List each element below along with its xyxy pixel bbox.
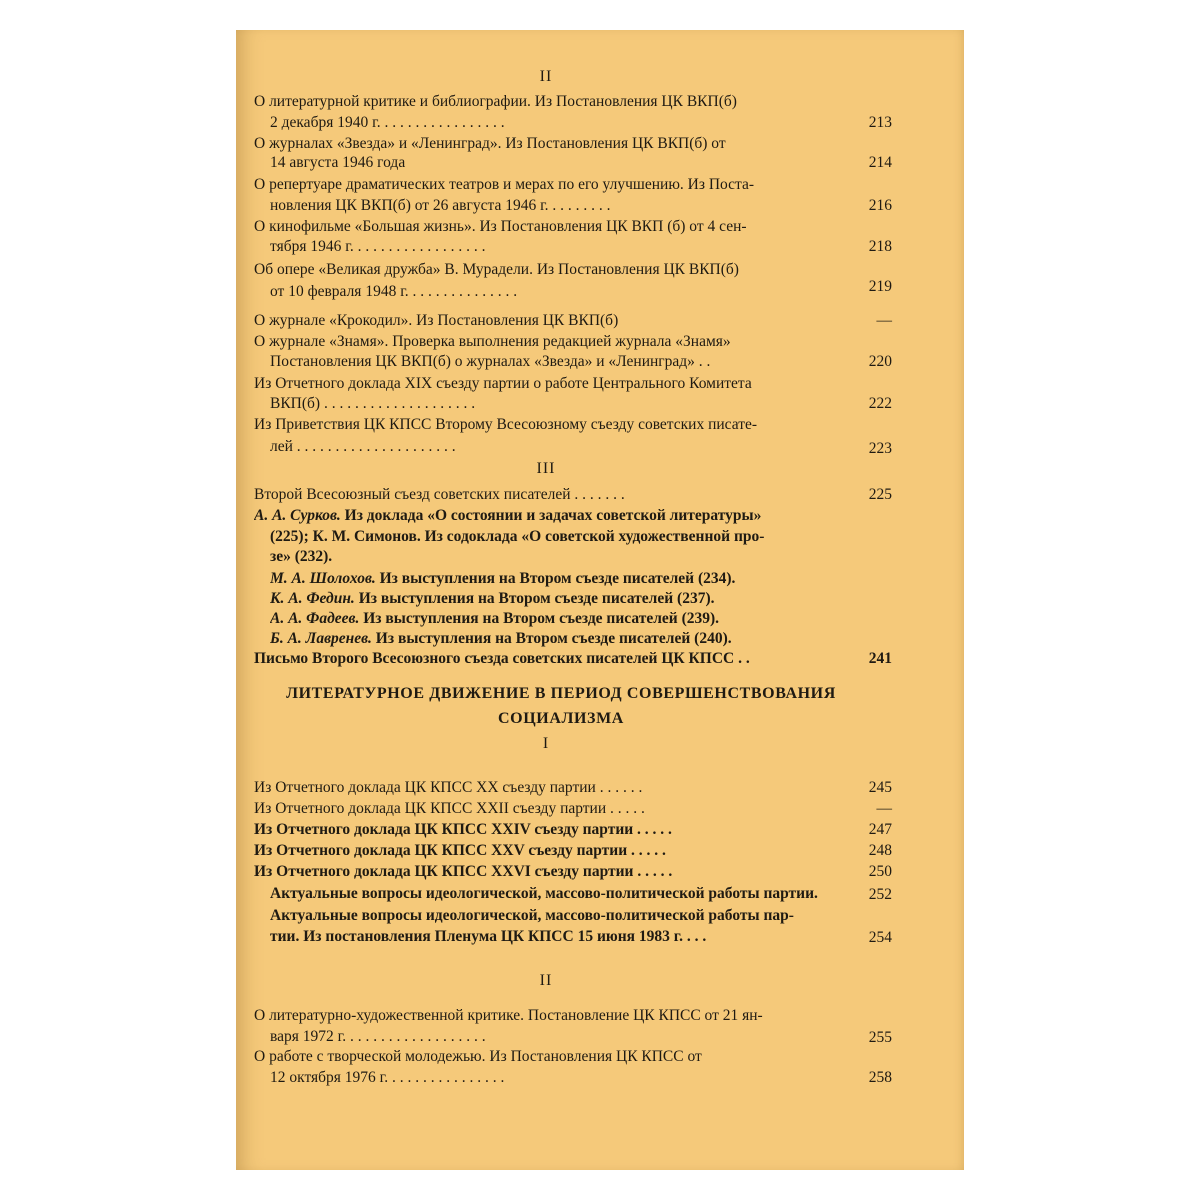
page-number: 219 — [868, 278, 892, 295]
toc-entry-line: Актуальные вопросы идеологической, массово-политической работы партии. — [270, 885, 818, 902]
author-name: А. А. Фадеев. — [270, 610, 360, 627]
page-number: 241 — [868, 650, 892, 667]
toc-entry-line — [270, 609, 834, 629]
author-name: К. А. Федин. — [270, 590, 355, 607]
section-number-i: I — [542, 735, 550, 752]
page-number: 214 — [868, 154, 892, 171]
page-number: 225 — [868, 486, 892, 503]
author-name: Б. А. Лавренев. — [270, 630, 372, 647]
page-number: 223 — [868, 440, 892, 457]
toc-entry-line: новления ЦК ВКП(б) от 26 августа 1946 г. . . . . . . . . — [270, 197, 611, 214]
toc-entry-line: от 10 февраля 1948 г. . . . . . . . . . . . . . . — [270, 283, 518, 300]
toc-entry-line: Актуальные вопросы идеологической, массово-политической работы пар- — [270, 907, 794, 924]
section-number-iii: III — [536, 460, 556, 477]
page-number: 255 — [868, 1029, 892, 1046]
toc-entry-line: тии. Из постановления Пленума ЦК КПСС 15 июня 1983 г. . . . — [270, 928, 707, 945]
entry-title: Из выступления на Втором съезде писателей (234). — [379, 570, 736, 587]
page-number: 247 — [868, 821, 892, 838]
toc-entry-line: Постановления ЦК ВКП(б) о журналах «Звезда» и «Ленинград» . . — [270, 353, 711, 370]
page-number: 213 — [868, 114, 892, 131]
toc-entry-line: О журнале «Крокодил». Из Постановления ЦК ВКП(б) — [254, 312, 619, 329]
toc-entry-line: 2 декабря 1940 г. . . . . . . . . . . . . . . . . — [270, 114, 505, 131]
page-number: 254 — [868, 929, 892, 946]
toc-entry-line: Из Отчетного доклада ЦК КПСС XXII съезду партии . . . . . — [254, 800, 645, 817]
toc-entry-line: Из Отчетного доклада ЦК КПСС XX съезду партии . . . . . . — [254, 779, 643, 796]
toc-entry-line: О литературной критике и библиографии. Из Постановления ЦК ВКП(б) — [254, 93, 737, 110]
toc-entry-line: О литературно-художественной критике. Постановление ЦК КПСС от 21 ян- — [254, 1007, 763, 1024]
toc-entry-line: Об опере «Великая дружба» В. Мурадели. Из Постановления ЦК ВКП(б) — [254, 261, 739, 278]
part-heading-continued: СОЦИАЛИЗМА — [498, 710, 624, 727]
toc-entry-line: О кинофильме «Большая жизнь». Из Постановления ЦК ВКП (б) от 4 сен- — [254, 218, 747, 235]
toc-entry-line: 14 августа 1946 года — [270, 154, 406, 171]
toc-entry-line: О работе с творческой молодежью. Из Постановления ЦК КПСС от — [254, 1048, 702, 1065]
page-number: 248 — [868, 842, 892, 859]
toc-entry-line: Письмо Второго Всесоюзного съезда советских писателей ЦК КПСС . . — [254, 650, 750, 667]
page-number: 250 — [868, 863, 892, 880]
page-number: 258 — [868, 1069, 892, 1086]
toc-entry-line: О журнале «Знамя». Проверка выполнения редакцией журнала «Знамя» — [254, 333, 731, 350]
toc-entry-line: ВКП(б) . . . . . . . . . . . . . . . . . . . . — [270, 395, 476, 412]
toc-entry-line: варя 1972 г. . . . . . . . . . . . . . . . . . . — [270, 1028, 486, 1045]
entry-title: Из доклада «О состоянии и задачах советской литературы» — [344, 507, 762, 524]
section-number-ii: II — [539, 68, 553, 85]
page-number: 218 — [868, 238, 892, 255]
page-number: 220 — [868, 353, 892, 370]
book-page — [236, 30, 964, 1170]
page-number: 216 — [868, 197, 892, 214]
toc-entry-line: Второй Всесоюзный съезд советских писателей . . . . . . . — [254, 486, 625, 503]
entry-title: Из выступления на Втором съезде писателей (239). — [363, 610, 720, 627]
page-number: — — [876, 800, 892, 817]
toc-entry-line — [270, 629, 834, 649]
toc-entry-line: Из Отчетного доклада ЦК КПСС XXIV съезду партии . . . . . — [254, 821, 672, 838]
toc-entry-line: Из Отчетного доклада ЦК КПСС XXV съезду партии . . . . . — [254, 842, 666, 859]
toc-entry-line: О репертуаре драматических театров и мерах по его улучшению. Из Поста- — [254, 176, 755, 193]
toc-entry-line: Из Отчетного доклада XIX съезду партии о работе Центрального Комитета — [254, 375, 752, 392]
entry-title: Из выступления на Втором съезде писателей (237). — [358, 590, 715, 607]
page-number: — — [876, 312, 892, 329]
toc-entry-line: (225); К. М. Симонов. Из содоклада «О советской художественной про- — [270, 528, 765, 545]
toc-entry-line: Из Приветствия ЦК КПСС Второму Всесоюзному съезду советских писате- — [254, 416, 758, 433]
toc-entry-line: лей . . . . . . . . . . . . . . . . . . . . . — [270, 438, 456, 455]
author-name: А. А. Сурков. — [254, 507, 341, 524]
entry-title: Из выступления на Втором съезде писателей (240). — [375, 630, 732, 647]
toc-entry-line — [254, 506, 834, 526]
toc-entry-line: О журналах «Звезда» и «Ленинград». Из Постановления ЦК ВКП(б) от — [254, 135, 726, 152]
toc-entry-line: Из Отчетного доклада ЦК КПСС XXVI съезду партии . . . . . — [254, 863, 673, 880]
page-number: 252 — [868, 886, 892, 903]
toc-entry-line: 12 октября 1976 г. . . . . . . . . . . . . . . . — [270, 1069, 505, 1086]
page-number: 222 — [868, 395, 892, 412]
toc-entry-line — [270, 569, 834, 589]
toc-entry-line — [270, 589, 834, 609]
author-name: М. А. Шолохов. — [270, 570, 376, 587]
page-number: 245 — [868, 779, 892, 796]
section-number-ii: II — [539, 972, 553, 989]
part-heading: ЛИТЕРАТУРНОЕ ДВИЖЕНИЕ В ПЕРИОД СОВЕРШЕНСТВОВАНИЯ — [286, 685, 836, 702]
toc-entry-line: зе» (232). — [270, 548, 333, 565]
toc-entry-line: тября 1946 г. . . . . . . . . . . . . . . . . . — [270, 238, 486, 255]
